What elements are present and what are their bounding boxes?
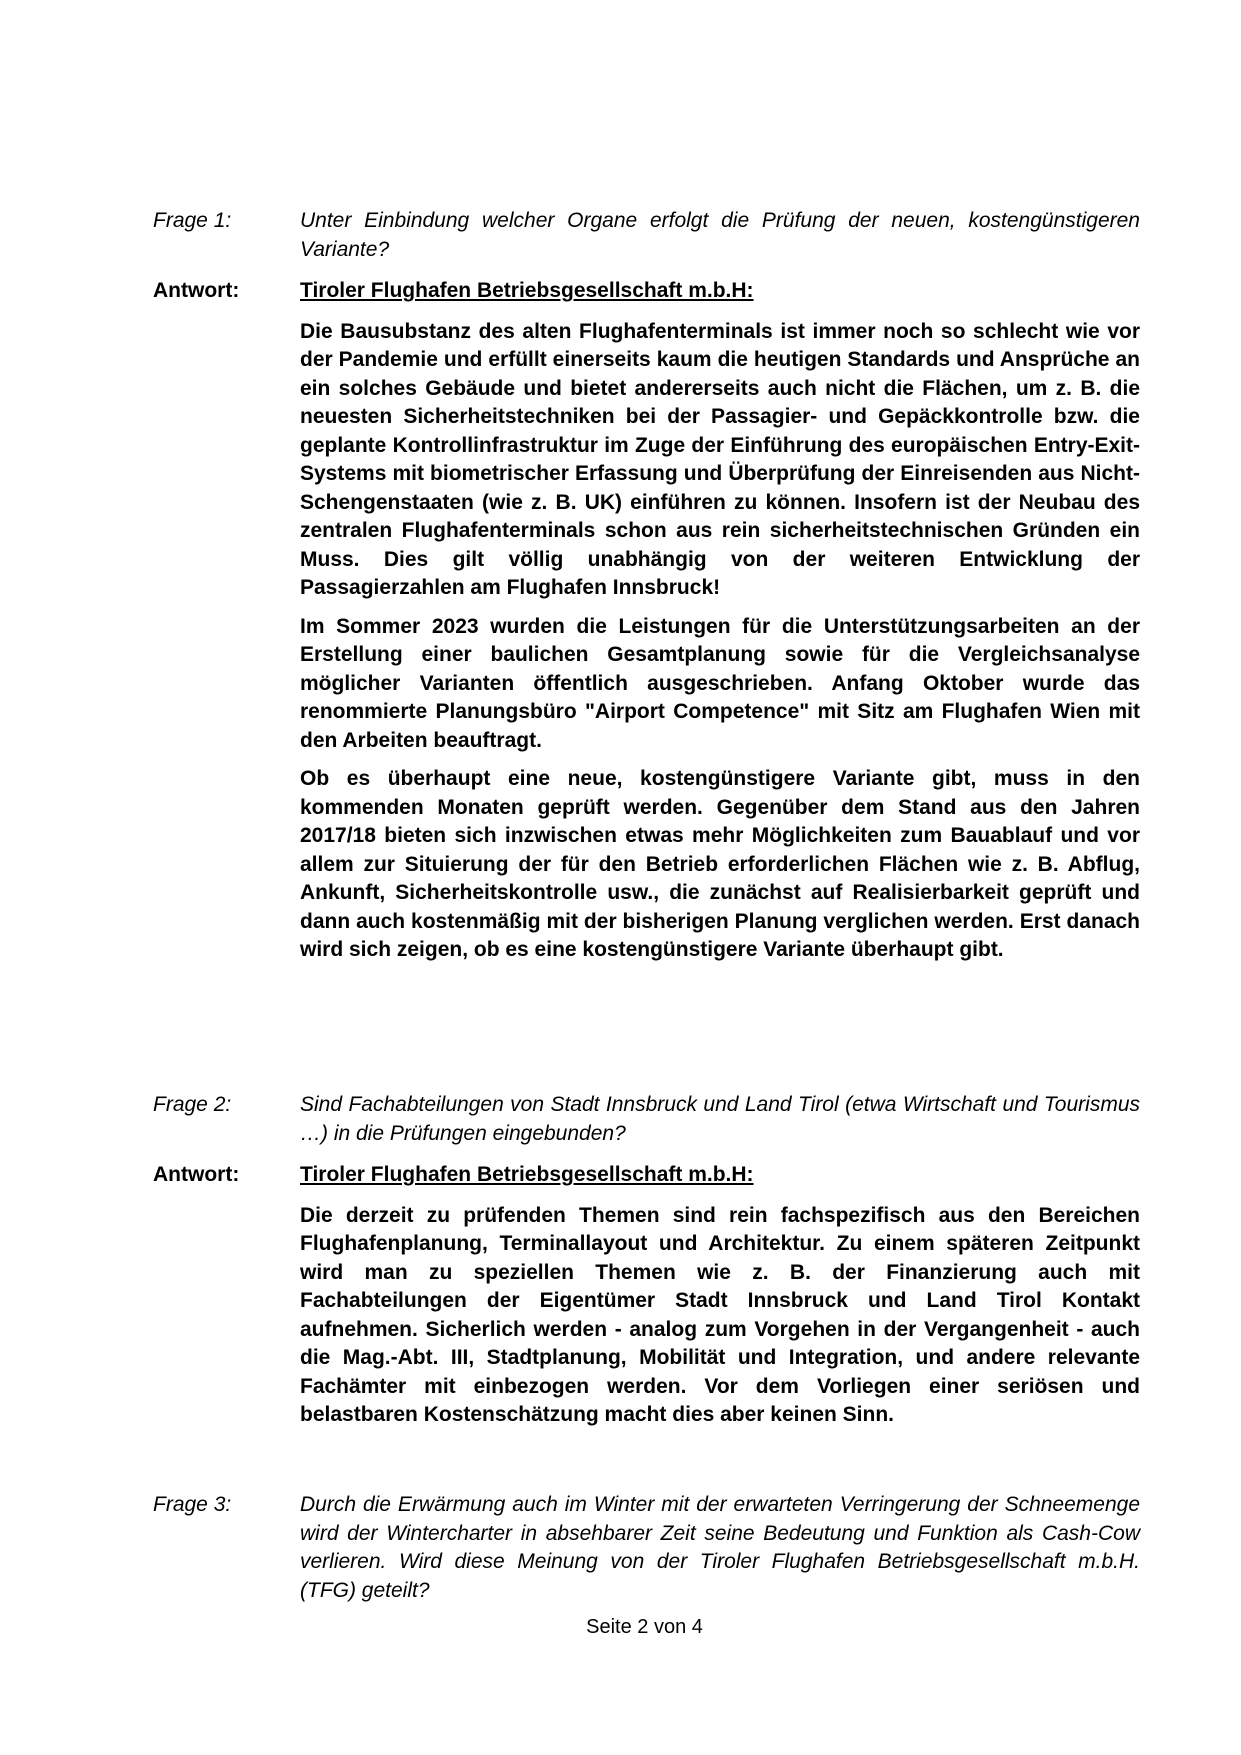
- answer-1-paragraph-2: Im Sommer 2023 wurden die Leistungen für die Unterstützungsarbeiten an der Erstellung einer baulichen Gesamtplanung sowie für die Vergleichsanalyse möglicher Varianten öffentlich ausgeschrieben. Anfang Oktober wurde das renommierte Planungsbüro "Airport Competence" mit Sitz am Flughafen Wien mit den Arbeiten beauftragt.: [300, 614, 1140, 752]
- question-3-label: Frage 3:: [153, 1493, 232, 1516]
- answer-2-organization: Tiroler Flughafen Betriebsgesellschaft m.b.H:: [300, 1163, 754, 1186]
- question-3: [153, 1491, 1140, 1605]
- answer-2: [153, 1161, 1140, 1440]
- question-2-text: Sind Fachabteilungen von Stadt Innsbruck und Land Tirol (etwa Wirtschaft und Tourismus …) in die Prüfungen eingebunden?: [300, 1093, 1140, 1145]
- answer-1-label: Antwort:: [153, 279, 240, 302]
- question-2-label: Frage 2:: [153, 1093, 232, 1116]
- question-1-label: Frage 1:: [153, 209, 232, 232]
- answer-2-paragraph-1: Die derzeit zu prüfenden Themen sind rein fachspezifisch aus den Bereichen Flughafenplanung, Terminallayout und Architektur. Zu einem späteren Zeitpunkt wird man zu speziellen Themen wie z. B. der Finanzierung auch mit Fachabteilungen der Eigentümer Stadt Innsbruck und Land Tirol Kontakt aufnehmen. Sicherlich werden - analog zum Vorgehen in der Vergangenheit - auch die Mag.-Abt. III, Stadtplanung, Mobilität und Integration, und andere relevante Fachämter mit einbezogen werden. Vor dem Vorliegen einer seriösen und belastbaren Kostenschätzung macht dies aber keinen Sinn.: [300, 1203, 1140, 1426]
- answer-2-content: [300, 1161, 1140, 1440]
- answer-1-paragraph-3: Ob es überhaupt eine neue, kostengünstigere Variante gibt, muss in den kommenden Monaten geprüft werden. Gegenüber dem Stand aus den Jahren 2017/18 bieten sich inzwischen etwas mehr Möglichkeiten zum Bauablauf und vor allem zur Situierung der für den Betrieb erforderlichen Flächen wie z. B. Abflug, Ankunft, Sicherheitskontrolle usw., die zunächst auf Realisierbarkeit geprüft und dann auch kostenmäßig mit der bisherigen Planung verglichen werden. Erst danach wird sich zeigen, ob es eine kostengünstigere Variante überhaupt gibt.: [300, 767, 1140, 961]
- answer-2-label: Antwort:: [153, 1163, 240, 1186]
- answer-1-content: [300, 277, 1140, 975]
- question-2: [153, 1091, 1140, 1148]
- question-1: [153, 207, 1140, 264]
- answer-1: [153, 277, 1140, 975]
- question-1-text: Unter Einbindung welcher Organe erfolgt die Prüfung der neuen, kostengünstigeren Variante?: [300, 209, 1140, 261]
- question-3-text: Durch die Erwärmung auch im Winter mit der erwarteten Verringerung der Schneemenge wird der Wintercharter in absehbarer Zeit seine Bedeutung und Funktion als Cash-Cow verlieren. Wird diese Meinung von der Tiroler Flughafen Betriebsgesellschaft m.b.H. (TFG) geteilt?: [300, 1493, 1140, 1602]
- page-number: Seite 2 von 4: [586, 1616, 703, 1638]
- answer-1-paragraph-1: Die Bausubstanz des alten Flughafenterminals ist immer noch so schlecht wie vor der Pandemie und erfüllt einerseits kaum die heutigen Standards und Ansprüche an ein solches Gebäude und bietet andererseits auch nicht die Flächen, um z. B. die neuesten Sicherheitstechniken bei der Passagier- und Gepäckkontrolle bzw. die geplante Kontrollinfrastruktur im Zuge der Einführung des europäischen Entry-Exit-Systems mit biometrischer Erfassung und Überprüfung der Einreisenden aus Nicht-Schengenstaaten (wie z. B. UK) einführen zu können. Insofern ist der Neubau des zentralen Flughafenterminals schon aus rein sicherheitstechnischen Gründen ein Muss. Dies gilt völlig unabhängig von der weiteren Entwicklung der Passagierzahlen am Flughafen Innsbruck!: [300, 319, 1140, 599]
- answer-1-organization: Tiroler Flughafen Betriebsgesellschaft m.b.H:: [300, 279, 754, 302]
